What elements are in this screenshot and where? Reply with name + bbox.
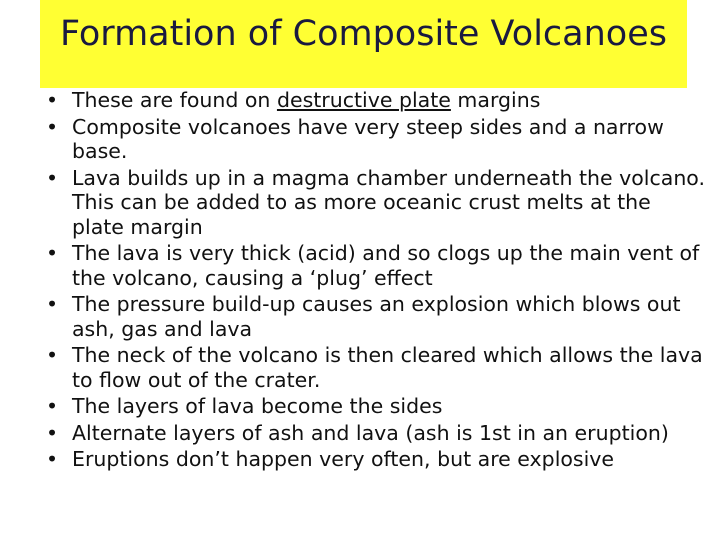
bullet-item [46,88,706,113]
slide-title: Formation of Composite Volcanoes [60,14,667,54]
underlined-term: destructive plate [276,88,451,112]
bullet-icon: • [46,165,59,190]
bullet-text: The layers of lava become the sides [72,394,443,418]
bullet-icon: • [46,114,59,139]
bullet-text: The pressure build-up causes an explosion which blows out ash, gas and lava [72,292,681,341]
bullet-text: These are found on [72,88,277,112]
bullet-item [46,421,706,446]
bullet-item [46,394,706,419]
bullet-icon: • [46,241,59,265]
bullet-icon: • [46,447,59,471]
bullet-text: The lava is very thick (acid) and so clogs up the main vent of the volcano, causing a ‘plug’ effect [72,241,700,290]
bullet-icon: • [46,88,59,112]
bullet-text: Composite volcanoes have very steep sides and a narrow base. [72,114,664,163]
bullet-item [46,241,706,290]
bullet-item [46,292,706,341]
bullet-text: The neck of the volcano is then cleared which allows the lava to flow out of the crater. [72,343,703,392]
title-banner [40,0,687,88]
bullet-text: Lava builds up in a magma chamber underneath the volcano. This can be added to as more oceanic crust melts at the plate margin [72,165,706,239]
bullet-list [46,88,706,474]
bullet-icon: • [46,394,59,418]
bullet-icon: • [46,343,59,367]
bullet-text: Eruptions don’t happen very often, but are explosive [72,447,615,471]
bullet-item [46,343,706,392]
bullet-item [46,115,706,164]
bullet-icon: • [46,292,59,316]
bullet-text: margins [450,88,541,112]
bullet-text: Alternate layers of ash and lava (ash is 1st in an eruption) [72,420,669,445]
bullet-icon: • [46,420,59,445]
bullet-item [46,447,706,472]
bullet-item [46,166,706,240]
